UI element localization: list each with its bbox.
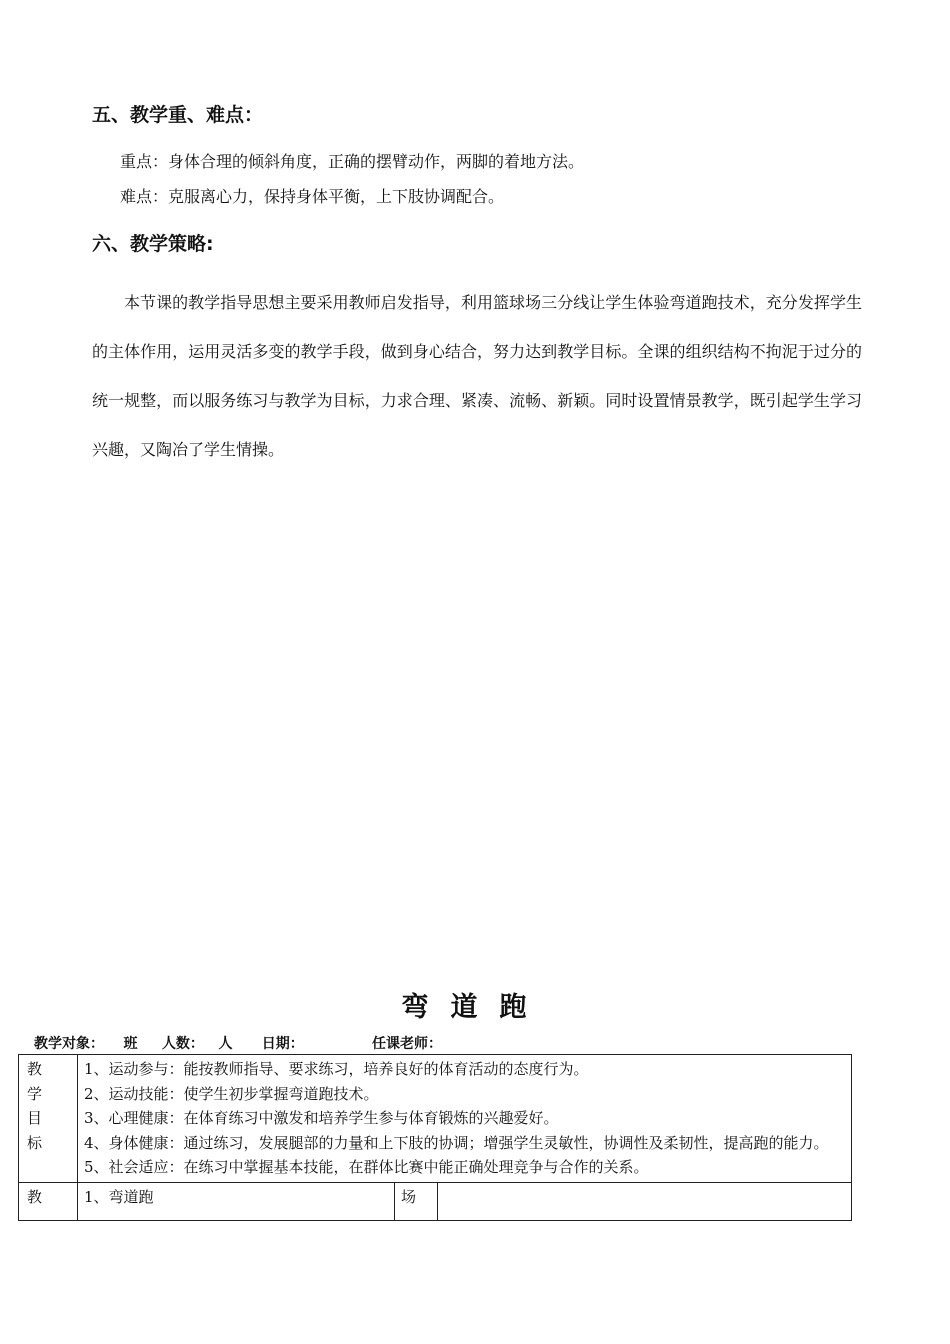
section5-heading: 五、教学重、难点： — [92, 104, 264, 126]
venue-cell — [438, 1182, 852, 1220]
difficulty-text: 难点：克服离心力，保持身体平衡，上下肢协调配合。 — [120, 187, 505, 206]
content-label-cell: 教 — [19, 1182, 78, 1220]
content-cell: 1、弯道跑 — [78, 1182, 395, 1220]
lesson-meta: 教学对象： 班 人数： 人 日期： 任课老师： — [34, 1036, 442, 1052]
section6-heading: 六、教学策略: — [92, 233, 214, 255]
table-row — [19, 1055, 852, 1183]
objective-item: 1、运动参与：能按教师指导、要求练习，培养良好的体育活动的态度行为。 — [84, 1060, 589, 1078]
objective-item: 5、社会适应：在练习中掌握基本技能，在群体比赛中能正确处理竞争与合作的关系。 — [84, 1158, 649, 1176]
objective-item: 2、运动技能：使学生初步掌握弯道跑技术。 — [84, 1084, 379, 1103]
objective-item: 3、心理健康：在体育练习中激发和培养学生参与体育锻炼的兴趣爱好。 — [84, 1109, 559, 1127]
lesson-plan-table — [18, 1054, 852, 1221]
objectives-label-char: 标 — [27, 1133, 43, 1152]
strategy-paragraph: 本节课的教学指导思想主要采用教师启发指导，利用篮球场三分线让学生体验弯道跑技术，充分发挥学生的主体作用，运用灵活多变的教学手段，做到身心结合，努力达到教学目标。全课的组织结构不拘泥于过分的统一规整，而以服务练习与教学为目标，力求合理、紧凑、流畅、新颖。同时设置情景教学，既引起学生学习兴趣，又陶冶了学生情操。 — [92, 293, 862, 459]
objectives-label-char: 目 — [27, 1109, 43, 1127]
venue-label-cell: 场 — [395, 1182, 438, 1220]
objectives-label-char: 学 — [27, 1084, 43, 1103]
table-row — [19, 1182, 852, 1220]
objectives-cell — [78, 1055, 852, 1183]
objectives-label-cell — [19, 1055, 78, 1183]
objectives-label-char: 教 — [27, 1060, 43, 1078]
key-point-text: 重点：身体合理的倾斜角度，正确的摆臂动作，两脚的着地方法。 — [120, 152, 585, 171]
lesson-title: 弯道跑 — [401, 992, 549, 1023]
objective-item: 4、身体健康：通过练习，发展腿部的力量和上下肢的协调；增强学生灵敏性，协调性及柔韧性，提高跑的能力。 — [84, 1133, 829, 1152]
